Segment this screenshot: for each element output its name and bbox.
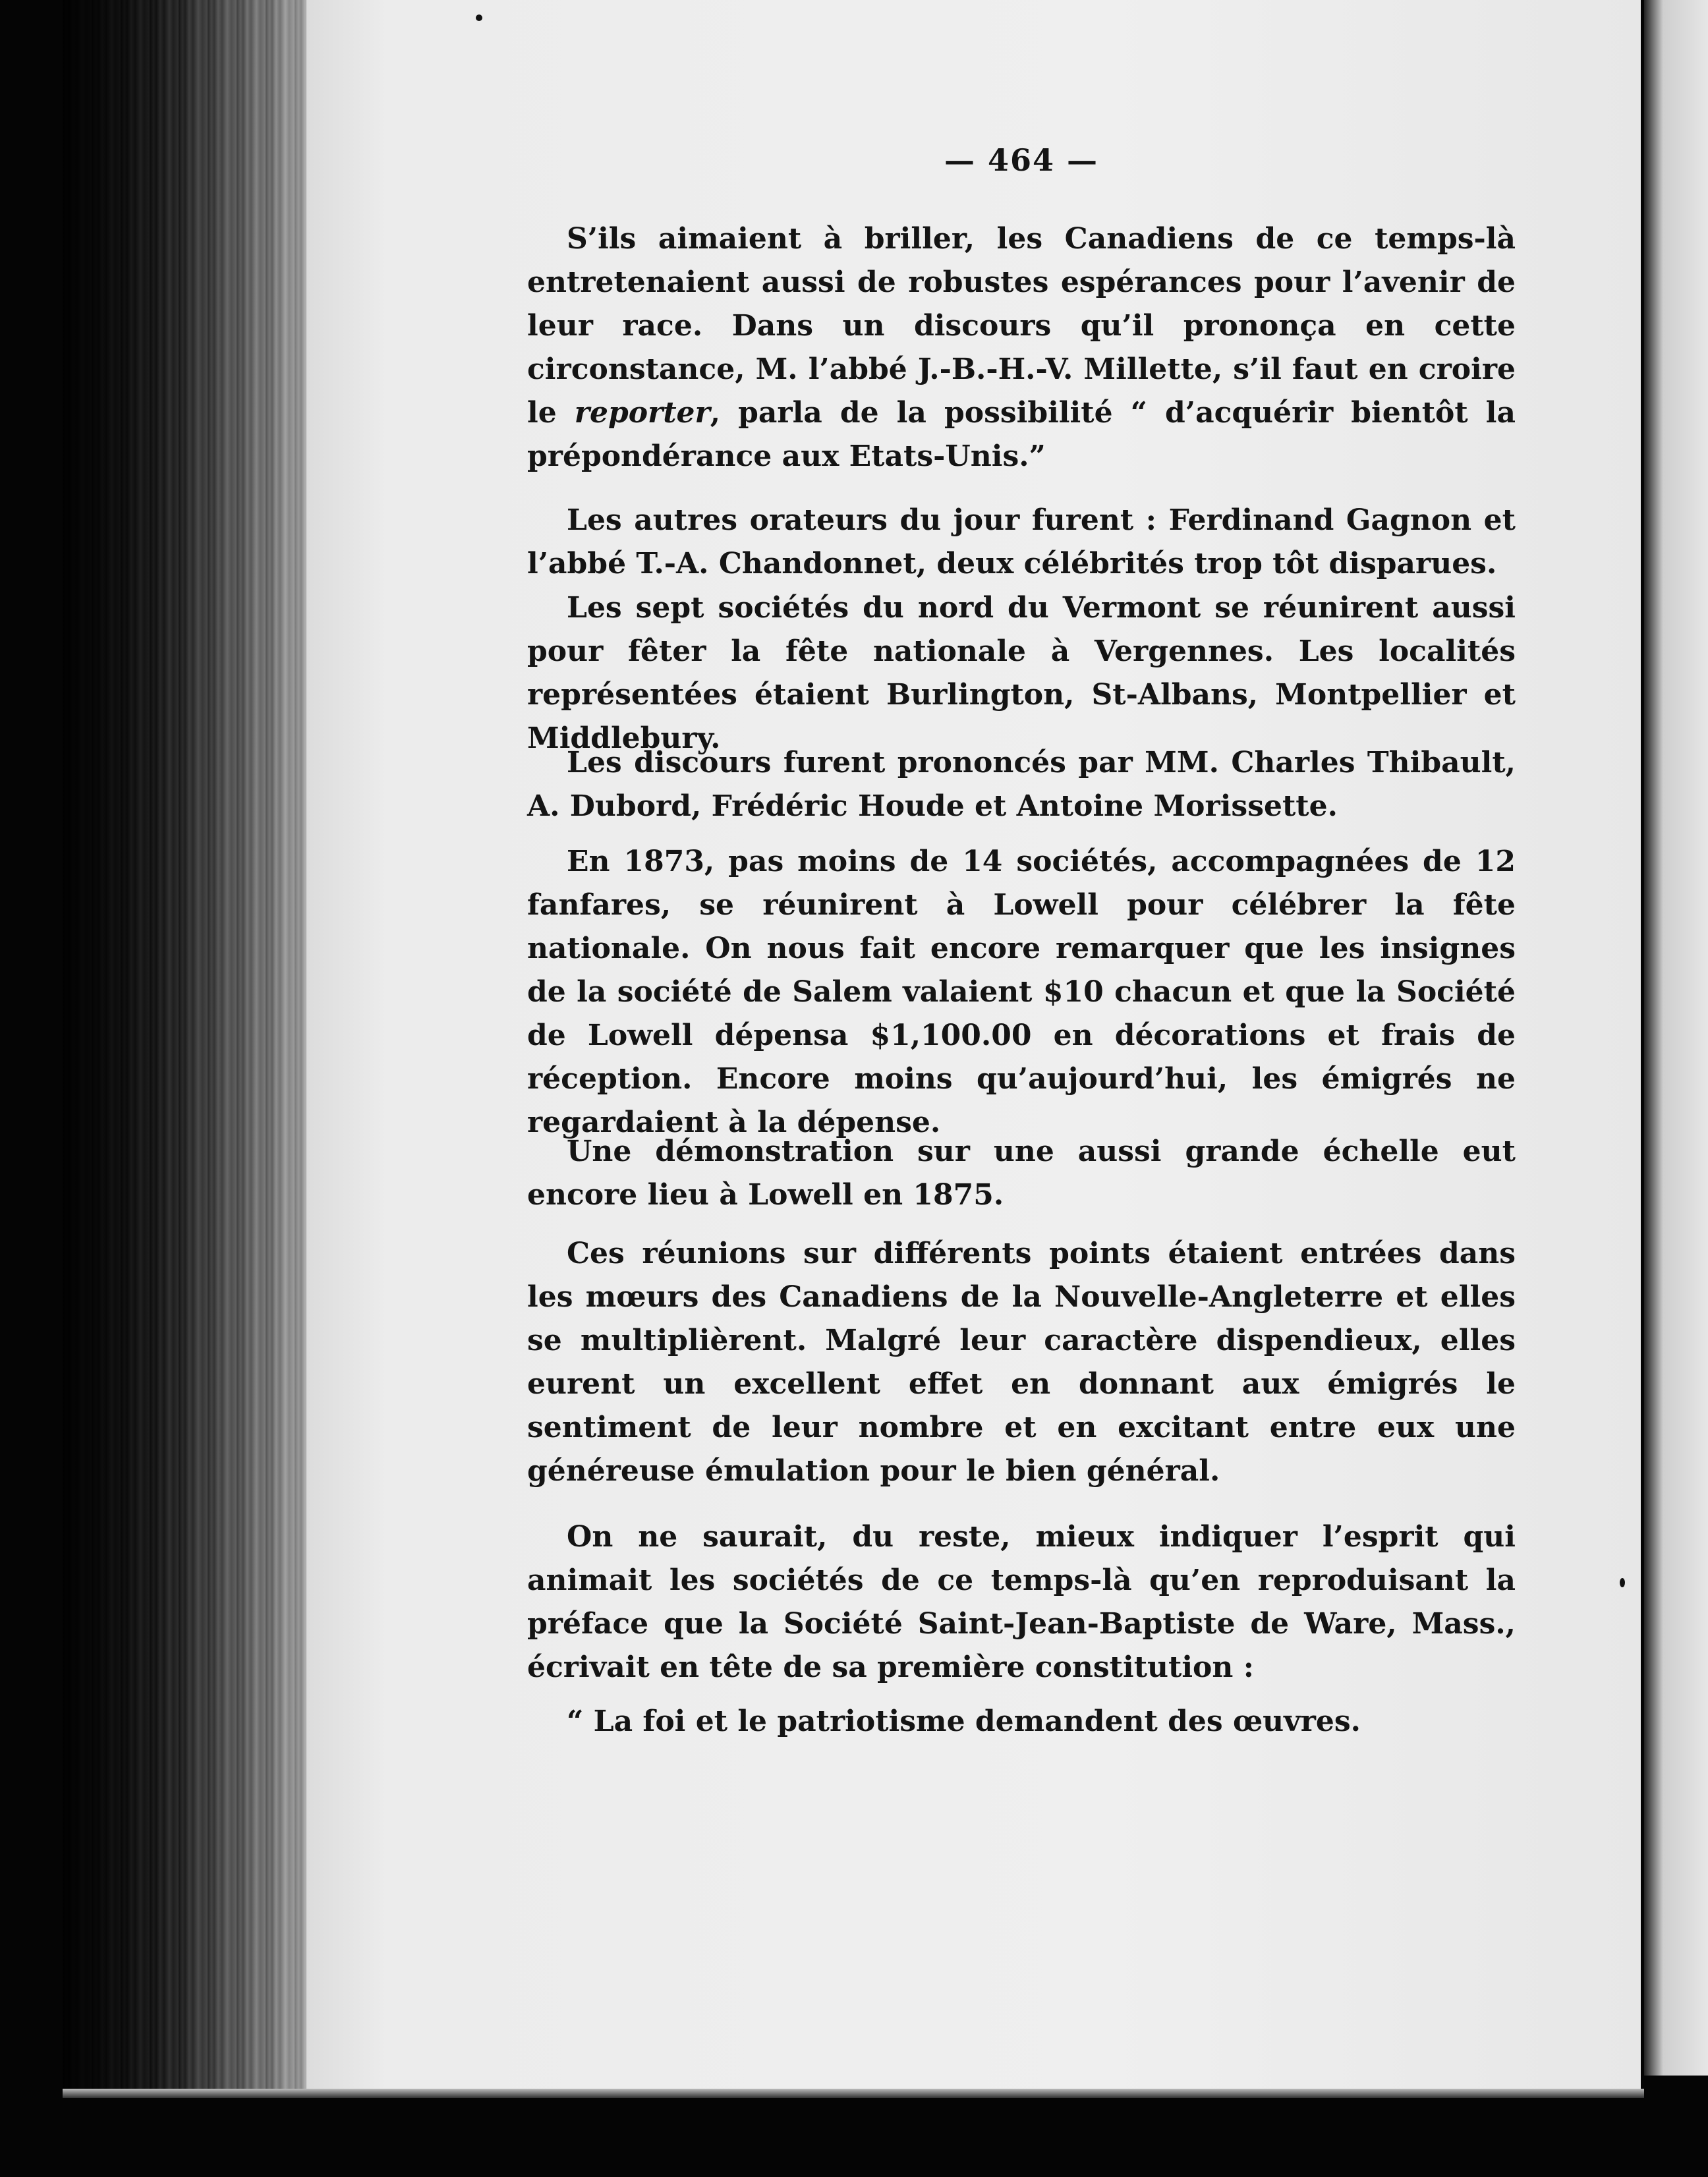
page-number: — 464 — (944, 142, 1099, 178)
paragraph: Les sept sociétés du nord du Vermont se réunirent aussi pour fêter la fête nationale à Vergennes. Les localités représentées étaient Burlington, St-Albans, Montpellier et Middlebury. (527, 591, 1516, 755)
paragraph-text: S’ils aimaient à briller, les Canadiens de ce temps-là entretenaient aussi de robustes espérances pour l’avenir de leur race. Dans un discours qu’il prononça en cette circonstance, M. l’abbé J.-B.-H.-V. Millette, s’il faut en croire le (527, 222, 1516, 430)
scan-speck (1620, 1578, 1625, 1587)
facing-page-edge (1644, 0, 1708, 2076)
book-page-edges (63, 0, 306, 2089)
paragraph-emphasis: reporter (574, 396, 710, 430)
paragraph: On ne saurait, du reste, mieux indiquer l’esprit qui animait les sociétés de ce temps-là qu’en reproduisant la préface que la Société Saint-Jean-Baptiste de Ware, Mass., écrivait en tête de sa première constitution : (527, 1520, 1516, 1684)
paragraph (527, 217, 1516, 478)
paragraph: En 1873, pas moins de 14 sociétés, accompagnées de 12 fanfares, se réunirent à Lowell pour célébrer la fête nationale. On nous fait encore remarquer que les insignes de la société de Salem valaient $10 chacun et que la Société de Lowell dépensa $1,100.00 en décorations et frais de réception. Encore moins qu’aujourd’hui, les émigrés ne regardaient à la dépense. (527, 845, 1516, 1139)
scan-speck (476, 14, 482, 21)
paragraph: Une démonstration sur une aussi grande échelle eut encore lieu à Lowell en 1875. (527, 1135, 1516, 1212)
paragraph: Ces réunions sur différents points étaient entrées dans les mœurs des Canadiens de la Nouvelle-Angleterre et elles se multiplièrent. Malgré leur caractère dispendieux, elles eurent un excellent effet en donnant aux émigrés le sentiment de leur nombre et en excitant entre eux une généreuse émulation pour le bien général. (527, 1237, 1516, 1488)
quotation: “ La foi et le patriotisme demandent des œuvres. (567, 1705, 1361, 1738)
page-bottom-edge (63, 2089, 1644, 2098)
paragraph: Les autres orateurs du jour furent : Ferdinand Gagnon et l’abbé T.-A. Chandonnet, deux célébrités trop tôt disparues. (527, 503, 1516, 580)
paragraph-text: , parla de la possibilité “ d’acquérir bientôt la prépondérance aux Etats-Unis.” (527, 396, 1516, 473)
paragraph: Les discours furent prononcés par MM. Charles Thibault, A. Dubord, Frédéric Houde et Antoine Morissette. (527, 746, 1516, 823)
